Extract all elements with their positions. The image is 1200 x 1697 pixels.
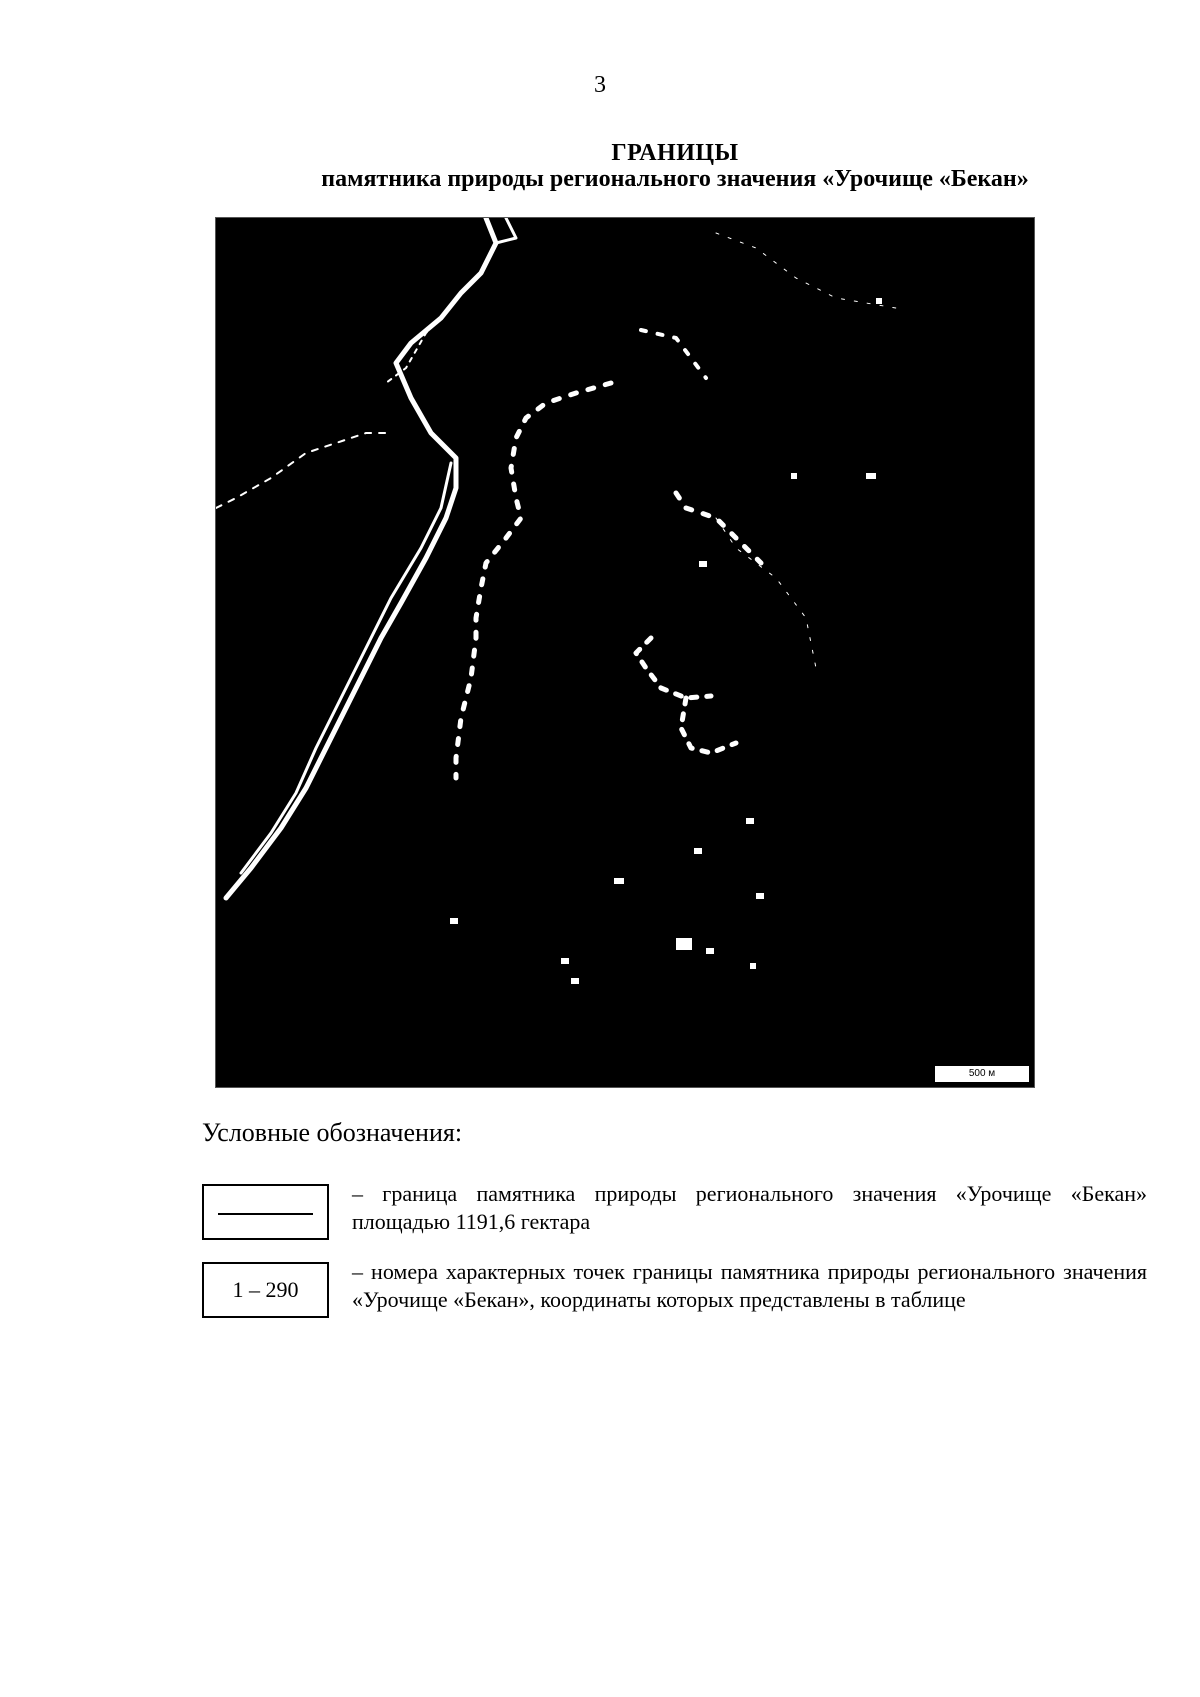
map-marker — [756, 893, 764, 899]
river-bank — [226, 218, 496, 898]
terrain-line-right — [716, 518, 816, 668]
map-marker — [676, 938, 692, 950]
map-marker — [614, 878, 624, 884]
legend-heading: Условные обозначения: — [202, 1118, 463, 1147]
river-upper — [496, 218, 516, 243]
boundary-chain-1 — [456, 383, 611, 778]
boundary-map — [215, 217, 1035, 1088]
page-title: ГРАНИЦЫ — [611, 140, 739, 166]
boundary-chain-3 — [676, 493, 761, 563]
page-subtitle: памятника природы регионального значения «Урочище «Бекан» — [321, 166, 1029, 192]
boundary-line-icon — [218, 1213, 313, 1215]
river-branch — [216, 433, 391, 508]
map-marker — [746, 818, 754, 824]
boundary-chain-2 — [641, 330, 706, 378]
river-bank-2 — [241, 463, 451, 873]
terrain-line-top — [716, 233, 896, 308]
map-scale-bar: 500 м — [934, 1065, 1030, 1083]
map-marker — [571, 978, 579, 984]
boundary-chain-5 — [681, 698, 736, 753]
boundary-chain-4 — [636, 638, 711, 698]
legend-symbol-boundary — [202, 1184, 329, 1240]
map-marker — [694, 848, 702, 854]
map-marker — [450, 918, 458, 924]
map-marker — [866, 473, 876, 479]
map-marker — [699, 561, 707, 567]
legend-symbol-points — [202, 1262, 329, 1318]
map-marker — [750, 963, 756, 969]
map-marker — [791, 473, 797, 479]
map-marker — [706, 948, 714, 954]
map-features — [216, 218, 1034, 1087]
legend-description: – граница памятника природы регионального значения «Урочище «Бекан» площадью 1191,6 гектара — [352, 1181, 1147, 1234]
map-marker — [561, 958, 569, 964]
page-number: 3 — [594, 72, 606, 98]
legend-box-label: 1 – 290 — [232, 1277, 299, 1302]
map-marker — [876, 298, 882, 304]
legend-description: – номера характерных точек границы памятника природы регионального значения «Урочище «Бекан», координаты которых представлены в таблице — [352, 1259, 1147, 1312]
